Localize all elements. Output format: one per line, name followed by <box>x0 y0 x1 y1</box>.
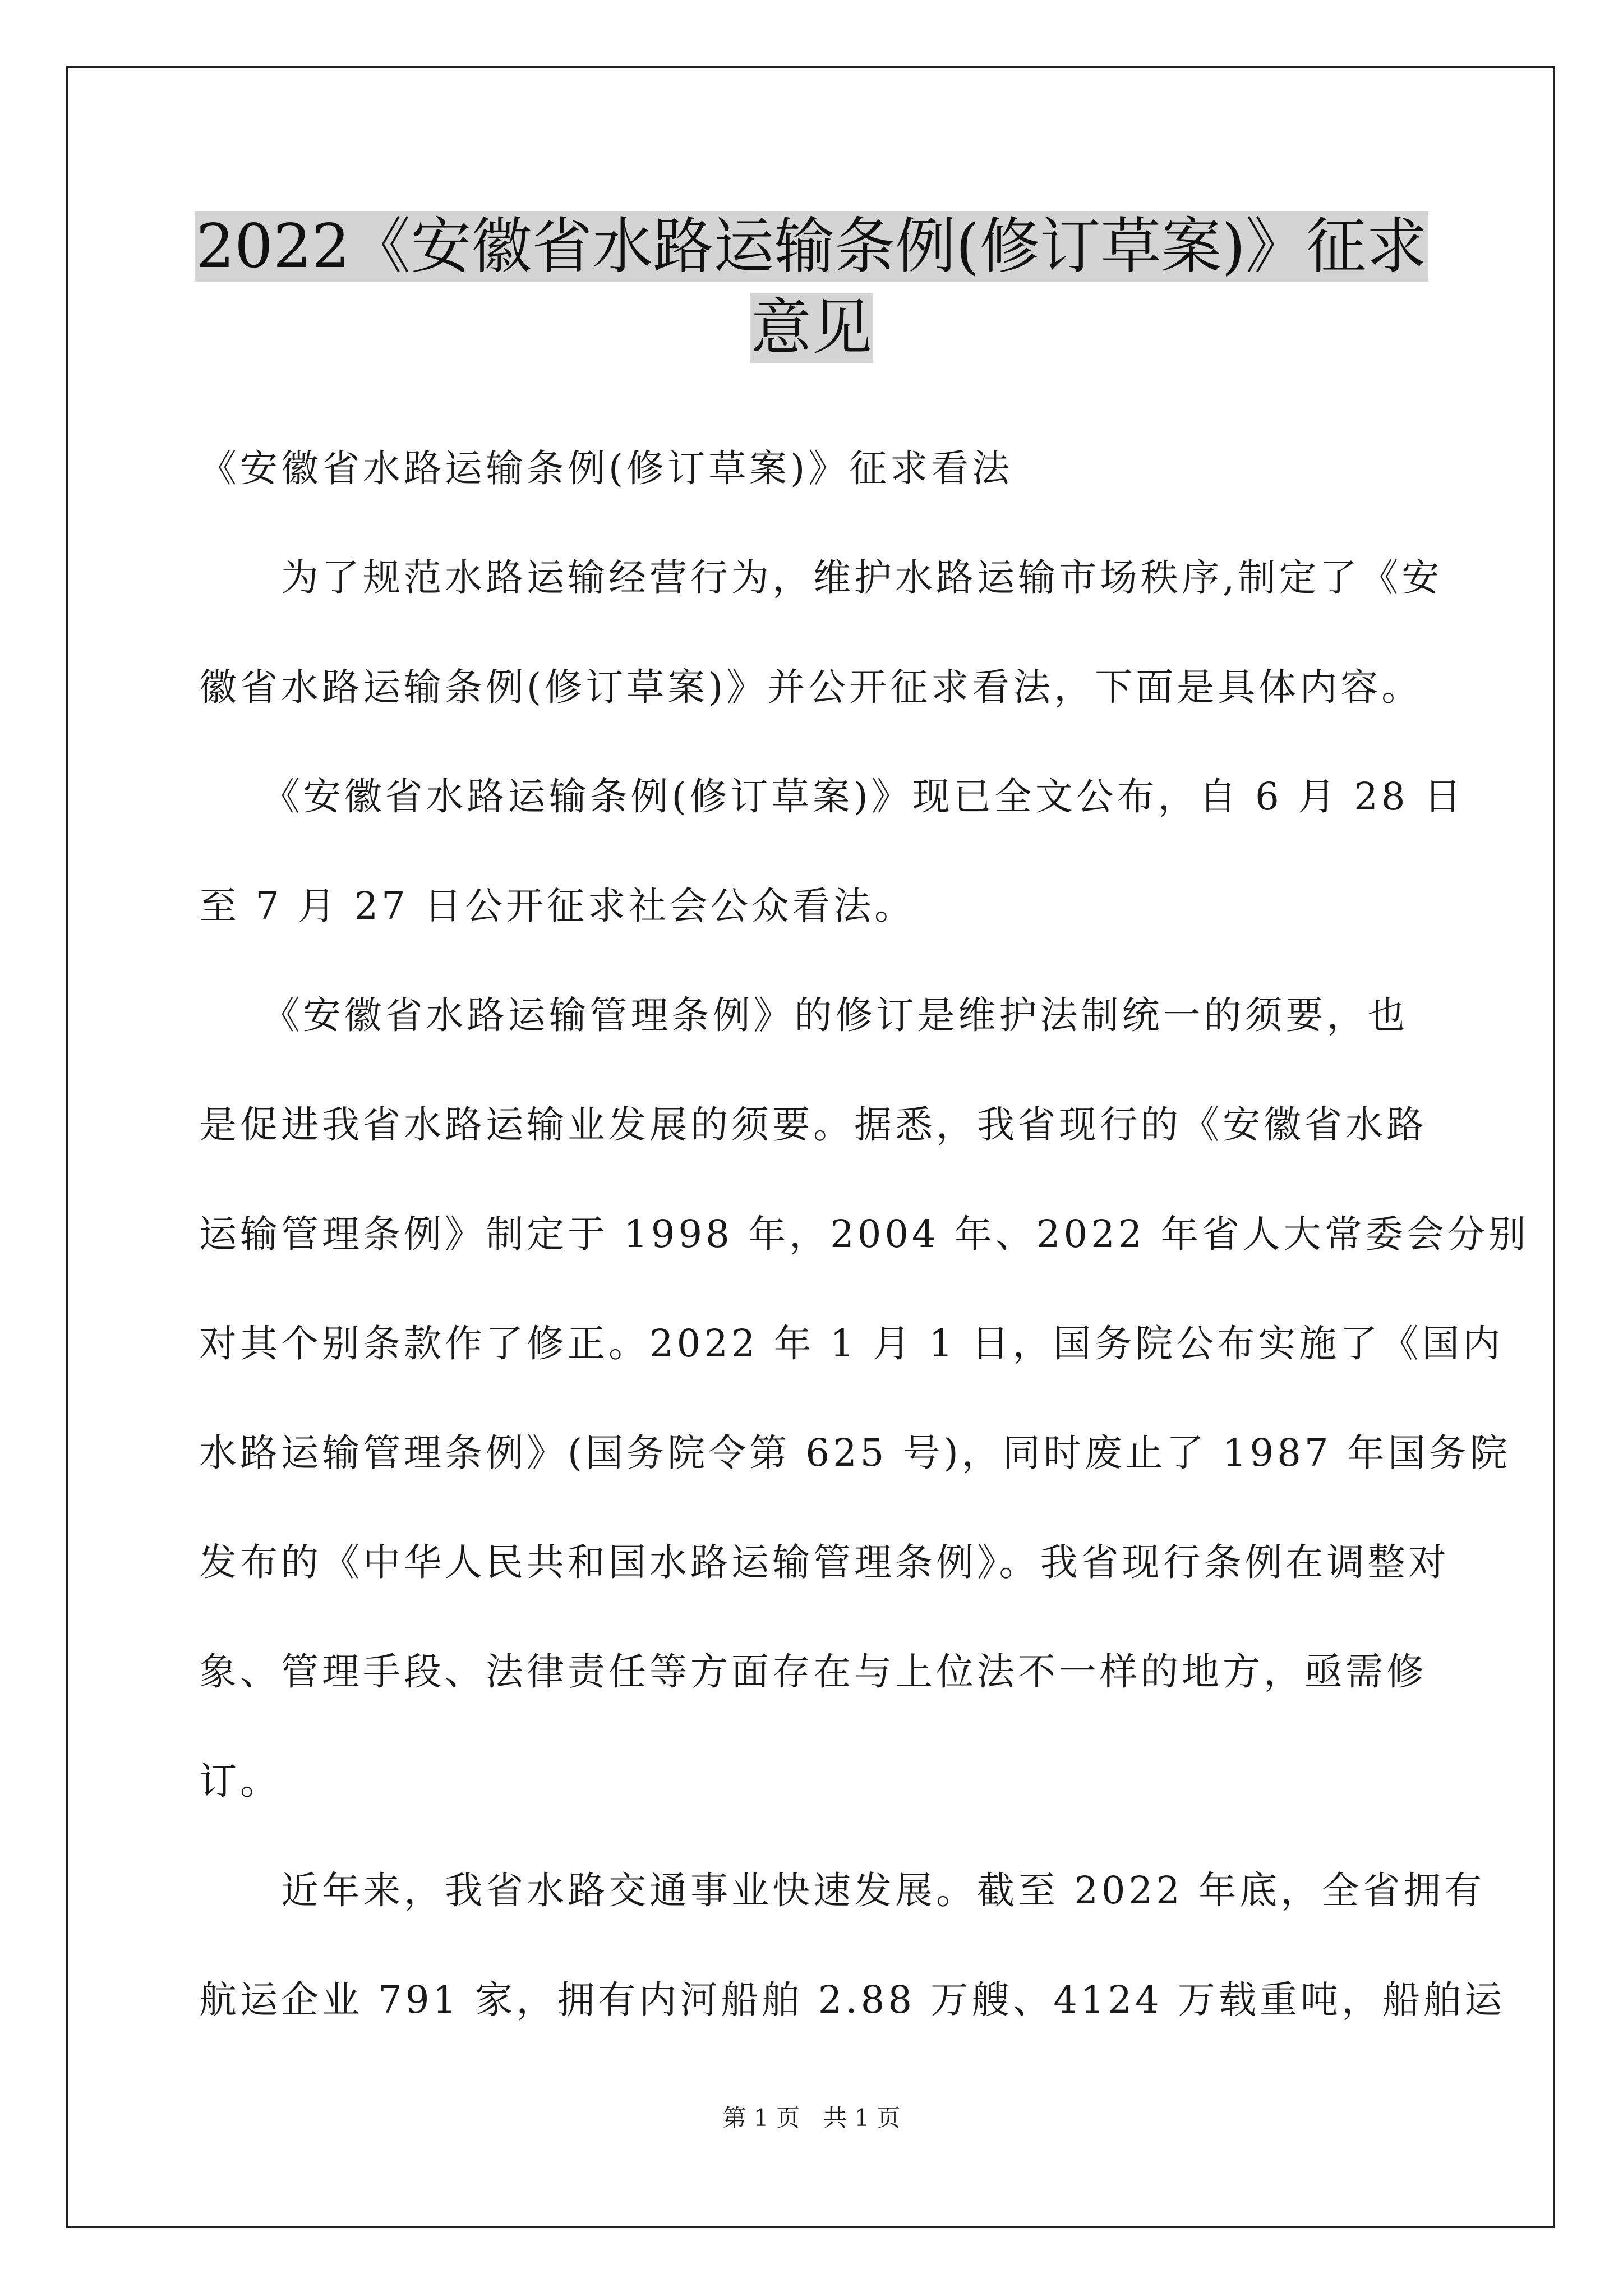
document-title-text-2: 意见 <box>750 293 872 363</box>
body-line: 《安徽省水路运输管理条例》的修订是维护法制统一的须要，也 <box>199 993 1409 1037</box>
document-title-line-2 <box>0 286 1623 370</box>
body-line: 《安徽省水路运输条例(修订草案)》征求看法 <box>199 447 1013 490</box>
body-line: 航运企业 791 家，拥有内河船舶 2.88 万艘、4124 万载重吨，船舶运 <box>199 1978 1506 2022</box>
body-line: 水路运输管理条例》(国务院令第 625 号)，同时废止了 1987 年国务院 <box>199 1431 1511 1475</box>
body-line: 《安徽省水路运输条例(修订草案)》现已全文公布，自 6 月 28 日 <box>199 775 1465 818</box>
body-line: 徽省水路运输条例(修订草案)》并公开征求看法，下面是具体内容。 <box>199 665 1423 709</box>
body-line: 为了规范水路运输经营行为，维护水路运输市场秩序,制定了《安 <box>199 556 1443 600</box>
document-title-text-1: 2022《安徽省水路运输条例(修订草案)》征求 <box>196 211 1427 282</box>
body-line: 订。 <box>199 1759 281 1803</box>
body-line: 近年来，我省水路交通事业快速发展。截至 2022 年底，全省拥有 <box>199 1869 1486 1912</box>
page-footer: 第 1 页 共 1 页 <box>722 2104 901 2132</box>
document-title-line-1 <box>0 205 1623 289</box>
body-line: 象、管理手段、法律责任等方面存在与上位法不一样的地方，亟需修 <box>199 1650 1427 1694</box>
body-line: 运输管理条例》制定于 1998 年，2004 年、2022 年省人大常委会分别 <box>199 1212 1529 1256</box>
body-line: 是促进我省水路运输业发展的须要。据悉，我省现行的《安徽省水路 <box>199 1103 1427 1147</box>
body-line: 对其个别条款作了修正。2022 年 1 月 1 日，国务院公布实施了《国内 <box>199 1322 1504 1365</box>
body-line: 发布的《中华人民共和国水路运输管理条例》。我省现行条例在调整对 <box>199 1540 1450 1584</box>
body-line: 至 7 月 27 日公开征求社会公众看法。 <box>199 884 916 928</box>
